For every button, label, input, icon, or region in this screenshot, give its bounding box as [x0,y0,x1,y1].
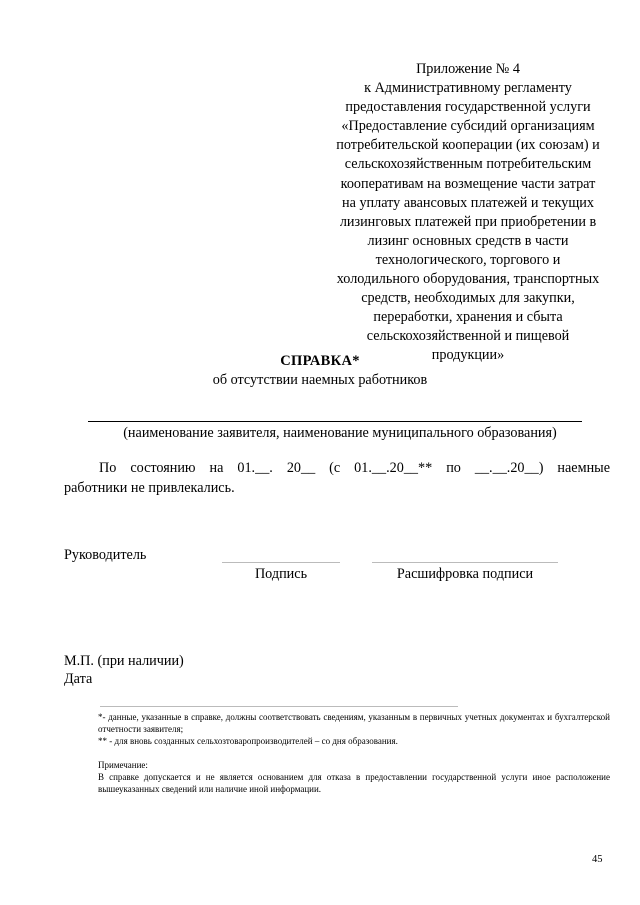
footnote-1 [98,711,610,735]
appendix-line: лизинг основных средств в части [367,232,569,249]
applicant-blank-line [88,421,582,422]
statement-line-1: По состоянию на 01.__. 20__ (с 01.__.20__** по __.__.20__) наемные [99,460,610,476]
appendix-line: кооперативам на возмещение части затрат [340,175,596,192]
statement-paragraph [64,458,610,498]
transcript-blank-line [372,562,558,563]
applicant-caption: (наименование заявителя, наименование муниципального образования) [123,425,557,441]
appendix-line: на уплату авансовых платежей и текущих [342,194,594,211]
appendix-block [318,60,618,366]
appendix-line: продукции» [431,347,505,364]
appendix-line: к Административному регламенту [364,80,572,97]
document-subtitle: об отсутствии наемных работников [212,372,428,388]
appendix-line: предоставления государственной услуги [345,99,591,116]
stamp-block [64,652,184,688]
footnote-2: ** - для вновь созданных сельхозтоваропроизводителей – со дня образования. [98,736,398,746]
document-title: СПРАВКА* [280,353,360,369]
appendix-line: Приложение № 4 [416,61,520,77]
transcript-caption: Расшифровка подписи [396,566,534,582]
appendix-line: сельскохозяйственной и пищевой [366,328,570,345]
stamp-label: М.П. (при наличии) [64,653,184,669]
date-label: Дата [64,671,93,687]
footnote-separator [100,706,458,707]
appendix-line: технологического, торгового и [375,251,561,268]
signature-caption: Подпись [254,566,308,582]
page-number: 45 [592,854,603,865]
remark-label: Примечание: [98,760,148,770]
appendix-line: «Предоставление субсидий организациям [341,118,595,135]
appendix-line: сельскохозяйственным потребительским [344,156,592,173]
appendix-line: переработки, хранения и сбыта [373,309,563,326]
footnote-1-text: *- данные, указанные в справке, должны соответствовать сведениям, указанным в первичных учетных документах и бухгалтерской отчетности заявителя; [98,712,610,734]
appendix-line: потребительской кооперации (их союзам) и [336,137,600,154]
appendix-line: холодильного оборудования, транспортных [336,271,600,288]
signature-blank-line [222,562,340,563]
remark-text: В справке допускается и не является основанием для отказа в предоставлении государственной услуги иное расположение вышеуказанных сведений или наличие иной информации. [98,772,610,794]
footnotes-block [98,711,610,795]
appendix-line: лизинговых платежей при приобретении в [339,213,597,230]
footnote-gap [98,747,610,759]
appendix-line: средств, необходимых для закупки, [361,290,575,307]
statement-line-2: работники не привлекались. [64,480,235,496]
head-label: Руководитель [64,547,147,563]
